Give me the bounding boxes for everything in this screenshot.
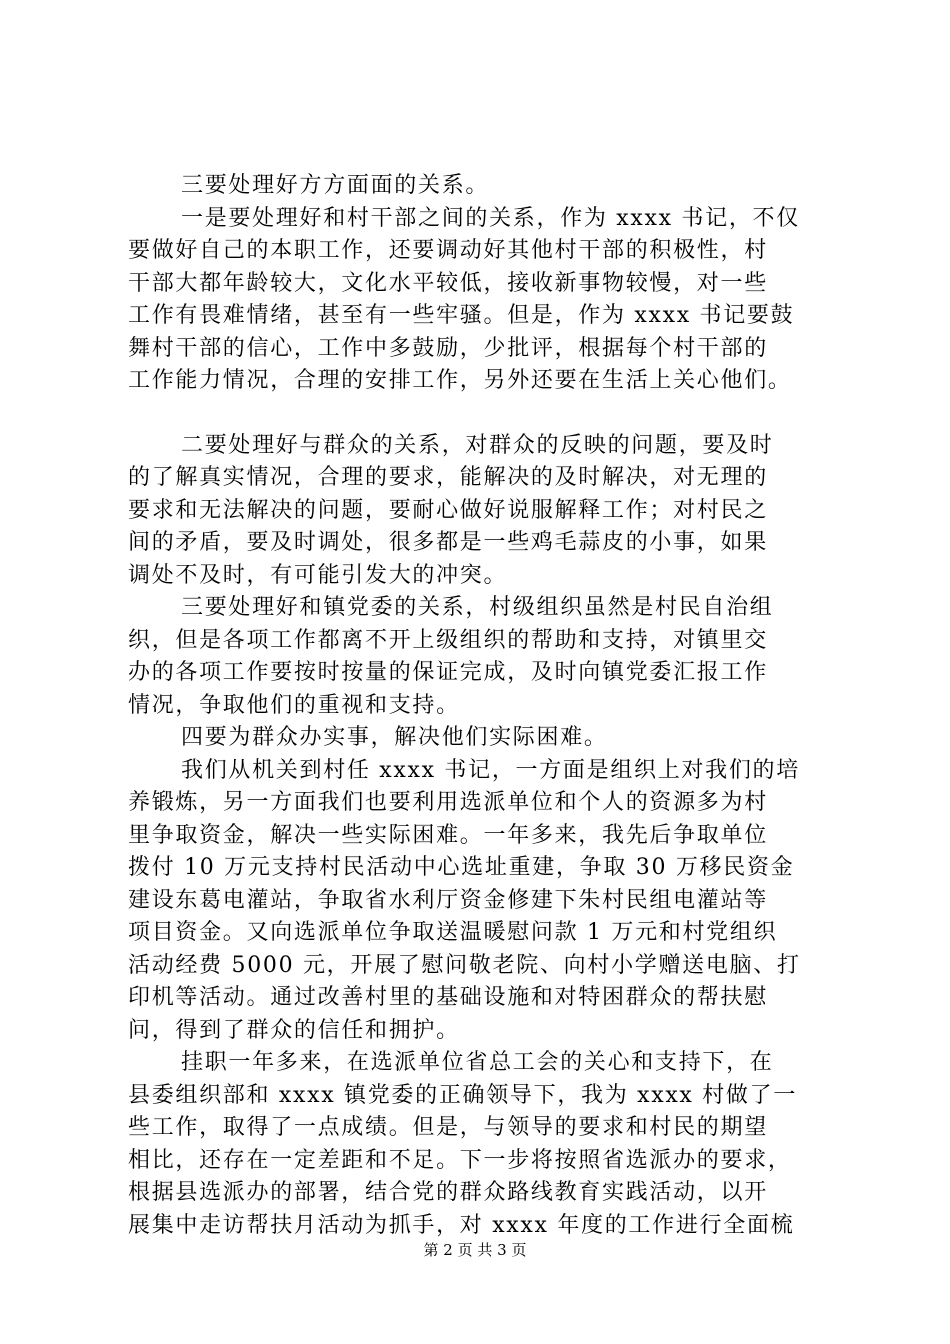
paragraph-line: 建设东葛电灌站，争取省水利厅资金修建下朱村民组电灌站等 — [128, 887, 768, 913]
paragraph-line: 县委组织部和 xxxx 镇党委的正确领导下，我为 xxxx 村做了一 — [128, 1082, 798, 1108]
paragraph-line: 三要处理好方方面面的关系。 — [181, 173, 490, 198]
paragraph-line: 舞村干部的信心，工作中多鼓励，少批评，根据每个村干部的 — [128, 335, 768, 361]
paragraph-line: 展集中走访帮扶月活动为抓手，对 xxxx 年度的工作进行全面梳 — [128, 1212, 795, 1238]
paragraph-line: 我们从机关到村任 xxxx 书记，一方面是组织上对我们的培 — [181, 757, 800, 783]
paragraph-line: 养锻炼，另一方面我们也要利用选派单位和个人的资源多为村 — [128, 790, 768, 815]
blank-line — [128, 398, 833, 430]
paragraph-line: 相比，还存在一定差距和不足。下一步将按照省选派办的要求， — [128, 1147, 792, 1173]
paragraph-line: 情况，争取他们的重视和支持。 — [128, 692, 460, 718]
paragraph-line: 工作能力情况，合理的安排工作，另外还要在生活上关心他们。 — [128, 368, 792, 393]
paragraph-line: 根据县选派办的部署，结合党的群众路线教育实践活动，以开 — [128, 1180, 768, 1205]
page-footer: 第 2 页 共 3 页 — [423, 1241, 527, 1259]
paragraph-line: 要求和无法解决的问题，要耐心做好说服解释工作；对村民之 — [128, 497, 768, 523]
paragraph-line: 些工作，取得了一点成绩。但是，与领导的要求和村民的期望 — [128, 1115, 768, 1140]
paragraph-line: 三要处理好和镇党委的关系，村级组织虽然是村民自治组 — [181, 595, 774, 620]
paragraph-line: 调处不及时，有可能引发大的冲突。 — [128, 562, 508, 588]
paragraph-line: 里争取资金，解决一些实际困难。一年多来，我先后争取单位 — [128, 822, 768, 848]
paragraph-line: 的了解真实情况，合理的要求，能解决的及时解决，对无理的 — [128, 465, 768, 490]
paragraph-line: 活动经费 5000 元，开展了慰问敬老院、向村小学赠送电脑、打 — [128, 952, 801, 978]
paragraph-line: 挂职一年多来，在选派单位省总工会的关心和支持下，在 — [181, 1050, 774, 1075]
paragraph-line: 工作有畏难情绪，甚至有一些牢骚。但是，作为 xxxx 书记要鼓 — [128, 303, 795, 328]
paragraph-line: 干部大都年龄较大，文化水平较低，接收新事物较慢，对一些 — [128, 270, 768, 296]
paragraph-line: 拨付 10 万元支持村民活动中心选址重建，争取 30 万移民资金 — [128, 855, 795, 880]
paragraph-line: 问，得到了群众的信任和拥护。 — [128, 1017, 460, 1043]
paragraph-line: 二要处理好与群众的关系，对群众的反映的问题，要及时 — [181, 432, 774, 458]
paragraph-line: 项目资金。又向选派单位争取送温暖慰问款 1 万元和村党组织 — [128, 920, 778, 945]
paragraph-line: 间的矛盾，要及时调处，很多都是一些鸡毛蒜皮的小事，如果 — [128, 530, 768, 555]
paragraph-line: 印机等活动。通过改善村里的基础设施和对特困群众的帮扶慰 — [128, 985, 768, 1010]
paragraph-line: 织，但是各项工作都离不开上级组织的帮助和支持，对镇里交 — [128, 627, 768, 653]
paragraph-line: 办的各项工作要按时按量的保证完成，及时向镇党委汇报工作 — [128, 660, 768, 685]
paragraph-line: 一是要处理好和村干部之间的关系，作为 xxxx 书记，不仅 — [181, 205, 800, 231]
document-body — [128, 170, 833, 1242]
paragraph-line: 要做好自己的本职工作，还要调动好其他村干部的积极性，村 — [128, 238, 768, 263]
paragraph-line: 四要为群众办实事，解决他们实际困难。 — [181, 725, 608, 750]
